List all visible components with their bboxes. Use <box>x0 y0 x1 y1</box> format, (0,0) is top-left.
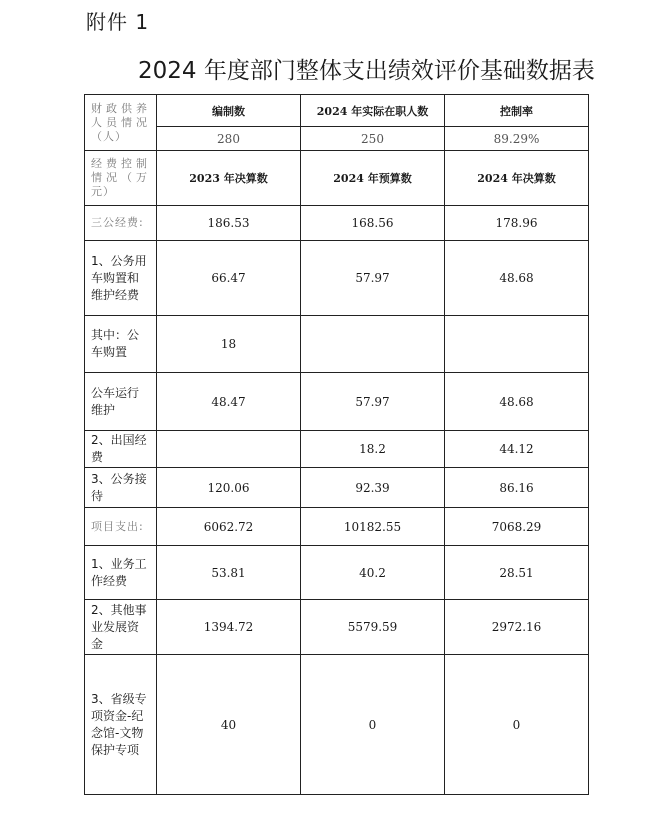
staffing-header-cell: 控制率 <box>445 95 589 127</box>
staffing-values-row <box>85 127 589 151</box>
page-title: 2024 年度部门整体支出绩效评价基础数据表 <box>138 58 595 84</box>
row-value: 48.68 <box>445 241 589 316</box>
row-value: 168.56 <box>301 206 445 241</box>
row-label: 2、出国经费 <box>85 431 157 468</box>
row-value: 178.96 <box>445 206 589 241</box>
row-value: 5579.59 <box>301 600 445 655</box>
attachment-label: 附件 1 <box>86 10 150 34</box>
row-value <box>301 316 445 373</box>
row-value: 48.47 <box>157 373 301 431</box>
staffing-header-row <box>85 95 589 127</box>
table-row <box>85 206 589 241</box>
funding-header-cell: 2023 年决算数 <box>157 151 301 206</box>
table-row <box>85 508 589 546</box>
row-label: 三公经费: <box>85 206 157 241</box>
row-value: 40.2 <box>301 546 445 600</box>
row-label: 1、业务工作经费 <box>85 546 157 600</box>
row-value: 1394.72 <box>157 600 301 655</box>
row-value: 2972.16 <box>445 600 589 655</box>
row-label: 2、其他事业发展资金 <box>85 600 157 655</box>
row-value: 7068.29 <box>445 508 589 546</box>
funding-header-cell: 2024 年决算数 <box>445 151 589 206</box>
funding-header-row <box>85 151 589 206</box>
row-value <box>157 431 301 468</box>
row-label: 其中：公车购置 <box>85 316 157 373</box>
row-label: 3、省级专项资金-纪念馆-文物保护专项 <box>85 655 157 795</box>
row-value: 6062.72 <box>157 508 301 546</box>
row-value: 57.97 <box>301 373 445 431</box>
table-row <box>85 468 589 508</box>
row-value: 0 <box>301 655 445 795</box>
row-value: 48.68 <box>445 373 589 431</box>
row-value: 18 <box>157 316 301 373</box>
row-label: 3、公务接待 <box>85 468 157 508</box>
row-value: 53.81 <box>157 546 301 600</box>
staffing-value-cell: 250 <box>301 127 445 151</box>
row-label: 项目支出: <box>85 508 157 546</box>
staffing-row-label: 财政供养人员情况（人） <box>85 95 157 151</box>
table-row <box>85 655 589 795</box>
funding-header-cell: 2024 年预算数 <box>301 151 445 206</box>
row-value: 40 <box>157 655 301 795</box>
row-label: 公车运行维护 <box>85 373 157 431</box>
table-row <box>85 600 589 655</box>
staffing-value-cell: 89.29% <box>445 127 589 151</box>
staffing-header-cell: 编制数 <box>157 95 301 127</box>
funding-row-label: 经费控制情况（万元） <box>85 151 157 206</box>
row-value: 28.51 <box>445 546 589 600</box>
row-value: 10182.55 <box>301 508 445 546</box>
table-row <box>85 546 589 600</box>
row-value: 0 <box>445 655 589 795</box>
data-table <box>84 94 589 795</box>
row-value: 18.2 <box>301 431 445 468</box>
table-row <box>85 373 589 431</box>
staffing-value-cell: 280 <box>157 127 301 151</box>
row-label: 1、公务用车购置和维护经费 <box>85 241 157 316</box>
row-value: 66.47 <box>157 241 301 316</box>
row-value: 57.97 <box>301 241 445 316</box>
row-value: 186.53 <box>157 206 301 241</box>
row-value: 92.39 <box>301 468 445 508</box>
table-row <box>85 316 589 373</box>
table-row <box>85 241 589 316</box>
row-value <box>445 316 589 373</box>
row-value: 44.12 <box>445 431 589 468</box>
row-value: 86.16 <box>445 468 589 508</box>
staffing-header-cell: 2024 年实际在职人数 <box>301 95 445 127</box>
table-row <box>85 431 589 468</box>
row-value: 120.06 <box>157 468 301 508</box>
